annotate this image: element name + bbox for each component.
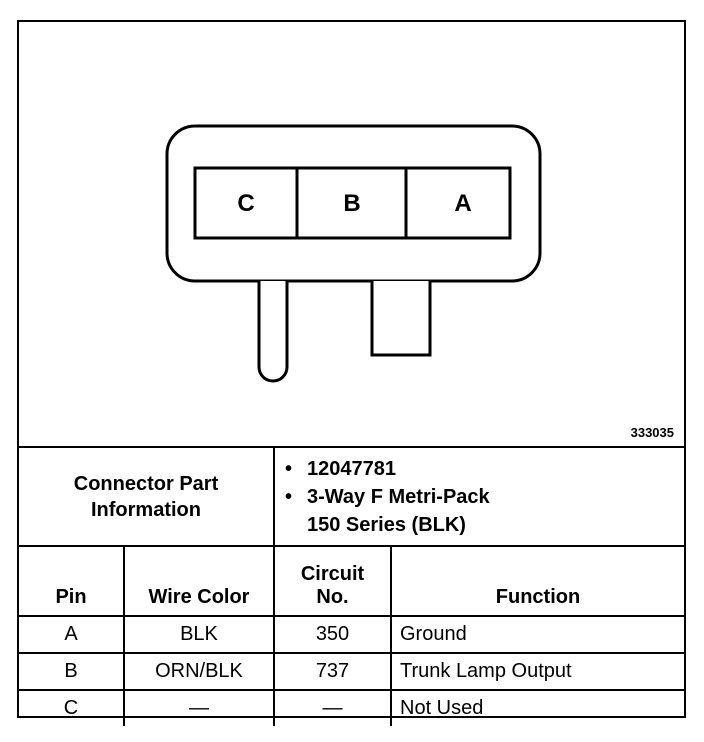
table-row xyxy=(19,653,684,690)
latch-tab xyxy=(259,281,287,381)
connector-info-label: Connector Part Information xyxy=(19,448,274,546)
description-item: • 3-Way F Metri-Pack xyxy=(285,485,490,508)
cavity-label-b: B xyxy=(343,190,361,217)
key-tab xyxy=(372,281,430,355)
connector-table xyxy=(19,448,684,726)
connector-info-list: • 12047781 • 3-Way F Metri-Pack 150 Series (BLK) xyxy=(274,448,684,546)
wire-color-cell: — xyxy=(124,690,274,726)
figure-id: 333035 xyxy=(630,425,674,440)
connector-diagram xyxy=(19,22,684,448)
function-cell: Not Used xyxy=(391,690,684,726)
circuit-cell: — xyxy=(274,690,391,726)
function-cell: Ground xyxy=(391,616,684,653)
circuit-cell: 350 xyxy=(274,616,391,653)
table-row xyxy=(19,616,684,653)
header-function: Function xyxy=(391,546,684,616)
function-cell: Trunk Lamp Output xyxy=(391,653,684,690)
header-pin: Pin xyxy=(19,546,124,616)
connector-drawing xyxy=(19,22,684,446)
pin-cell: A xyxy=(19,616,124,653)
circuit-cell: 737 xyxy=(274,653,391,690)
connector-frame xyxy=(17,20,686,718)
table-row xyxy=(19,690,684,726)
connector-info-row xyxy=(19,448,684,546)
table-header-row xyxy=(19,546,684,616)
pin-cell: B xyxy=(19,653,124,690)
header-wire-color: Wire Color xyxy=(124,546,274,616)
part-number-item: • 12047781 xyxy=(285,457,396,480)
header-circuit: Circuit No. xyxy=(274,546,391,616)
cavity-label-a: A xyxy=(454,190,472,217)
wire-color-cell: ORN/BLK xyxy=(124,653,274,690)
pin-cell: C xyxy=(19,690,124,726)
wire-color-cell: BLK xyxy=(124,616,274,653)
cavity-label-c: C xyxy=(237,190,255,217)
